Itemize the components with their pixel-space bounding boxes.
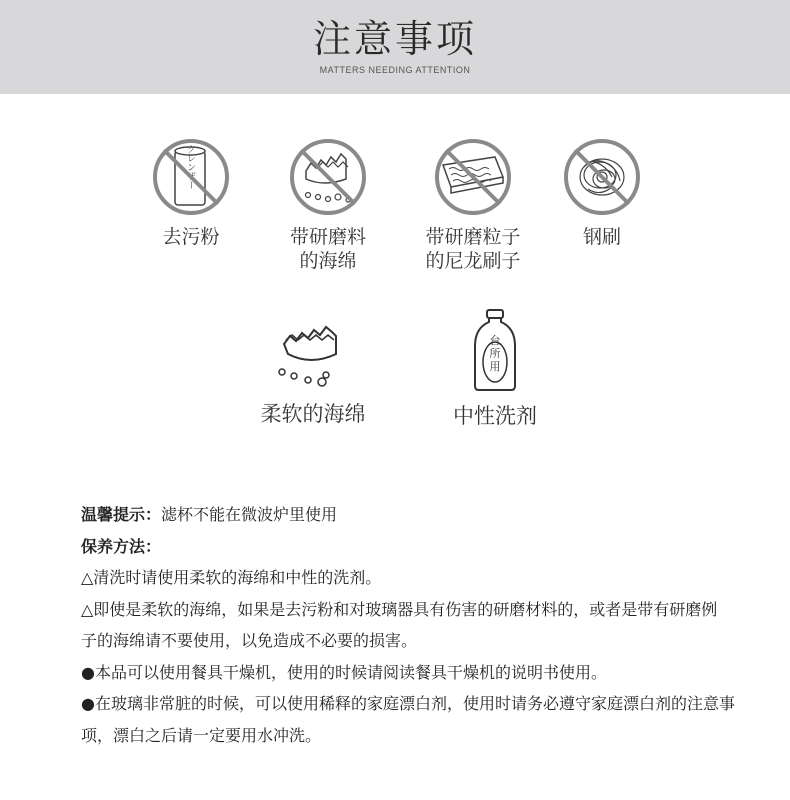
notes-section xyxy=(81,499,751,751)
page-subtitle: MATTERS NEEDING ATTENTION xyxy=(319,65,471,75)
recommended-detergent xyxy=(440,308,550,430)
page-title: 注意事项 xyxy=(312,17,477,61)
soft-sponge-icon xyxy=(268,320,358,392)
abrasive-sponge-icon xyxy=(288,137,368,217)
can-text: クレンザー xyxy=(185,144,195,190)
care-item-1: △清洗时请使用柔软的海绵和中性的洗剂。 xyxy=(81,568,382,587)
steel-wool-icon xyxy=(562,137,642,217)
prohibited-cleanser xyxy=(151,137,231,249)
recommended-label-detergent: 中性洗剂 xyxy=(453,404,537,428)
prohibited-steel-wool xyxy=(562,137,642,249)
tip-label: 温馨提示： xyxy=(81,505,162,524)
recommended-soft-sponge xyxy=(250,320,376,428)
prohibited-label-cleanser: 去污粉 xyxy=(162,226,220,248)
tip-line xyxy=(81,499,751,531)
prohibited-label-steel-wool: 钢刷 xyxy=(582,226,621,248)
prohibited-label-abrasive-sponge: 带研磨料 的海绵 xyxy=(289,226,366,272)
prohibited-abrasive-brush xyxy=(425,137,521,273)
tip-text: 滤杯不能在微波炉里使用 xyxy=(161,505,338,524)
care-item-3: ●本品可以使用餐具干燥机，使用的时候请阅读餐具干燥机的说明书使用。 xyxy=(81,662,607,682)
cleanser-can-icon xyxy=(151,137,231,217)
abrasive-brush-icon xyxy=(433,137,513,217)
prohibited-abrasive-sponge xyxy=(288,137,368,273)
prohibited-label-abrasive-brush: 带研磨粒子 的尼龙刷子 xyxy=(425,226,521,272)
care-item-2: △即使是柔软的海绵，如果是去污粉和对玻璃器具有伤害的研磨材料的，或者是带有研磨例子的海绵请不要使用，以免造成不必要的损害。 xyxy=(81,599,718,650)
bottle-text: 台所用 xyxy=(489,334,501,373)
header-banner xyxy=(0,0,790,94)
care-item-4: ●在玻璃非常脏的时候，可以使用稀释的家庭漂白剂，使用时请务必遵守家庭漂白剂的注意事项，漂白之后请一定要用水冲洗。 xyxy=(81,694,735,745)
care-label: 保养方法： xyxy=(81,536,162,556)
recommended-label-soft-sponge: 柔软的海绵 xyxy=(260,402,366,426)
